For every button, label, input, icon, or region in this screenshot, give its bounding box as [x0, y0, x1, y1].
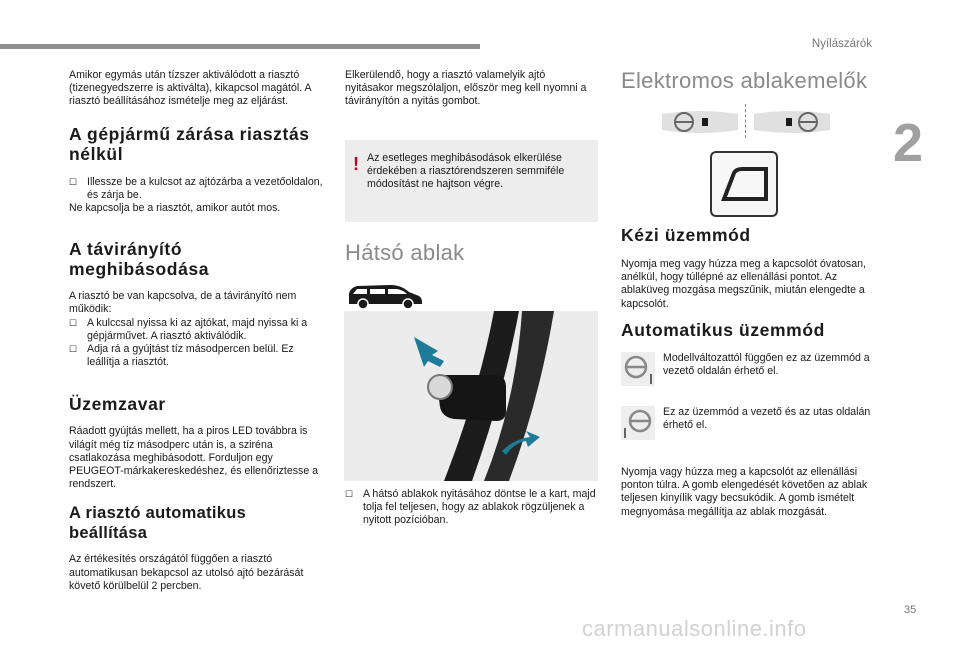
chapter-number: 2: [893, 113, 924, 173]
malfunction-text: Ráadott gyújtás mellett, ha a piros LED továbbra is világít még tíz másodperc után is, a sziréna csatlakozása meghibásodott. Forduljon egy PEUGEOT-márkakereskedéshez, és ellenőriztesse a rendszert.: [69, 425, 319, 491]
warning-icon: !: [353, 154, 359, 174]
auto-item-1: [663, 352, 878, 378]
heading-lock-without-alarm: A gépjármű zárása riasztás nélkül: [69, 123, 310, 164]
steering-wheel-icon: [621, 406, 655, 440]
van-silhouette-icon: [345, 282, 425, 310]
warning-text: Az esetleges meghibásodások elkerülése érdekében a riasztórendszeren semmiféle módosítást ne hajtson végre.: [367, 152, 565, 191]
steering-wheel-icon: [621, 352, 655, 386]
heading-electric-windows: Elektromos ablakemelők: [621, 68, 868, 93]
heading-auto-arming: A riasztó automatikus beállítása: [69, 504, 247, 543]
manual-mode-text: Nyomja meg vagy húzza meg a kapcsolót óvatosan, anélkül, hogy túllépné az ellenállási pontot. Az ablaküveg mozgása megszűnik, miután elengedte a kapcsolót.: [621, 258, 866, 310]
auto-arming-text: Az értékesítés országától függően a riasztó automatikusan bekapcsol az utolsó ajtó bezárását követő körülbelül 2 percben.: [69, 553, 304, 592]
window-switch-icon: [752, 108, 832, 136]
auto-item-2-text: Ez az üzemmód a vezető és az utas oldalán érhető el.: [663, 406, 871, 432]
watermark: carmanualsonline.info: [582, 616, 807, 641]
alarm-intro-text: Amikor egymás után tízszer aktiválódott a riasztó (tizenegyedszerre is aktiválta), kikapcsol magától. A riasztó beállításához ismételje meg az eljárást.: [69, 69, 312, 108]
rear-window-bullets: [345, 488, 597, 528]
auto-item-1-text: Modellváltozattól függően ez az üzemmód a vezető oldalán érhető el.: [663, 352, 870, 378]
auto-mode-block: [621, 466, 876, 519]
heading-auto-mode: Automatikus üzemmód: [621, 320, 825, 340]
remote-failure-text: A riasztó be van kapcsolva, de a távirányító nem működik:: [69, 290, 297, 316]
manual-mode-block: [621, 258, 876, 311]
window-switch-button-icon: [710, 151, 778, 217]
auto-mode-text: Nyomja vagy húzza meg a kapcsolót az ellenállási ponton túlra. A gomb elengedését követően az ablak teljesen kinyílik vagy becsukódik. A gomb ismételt megnyomása megállítja az ablak mozgását.: [621, 466, 868, 518]
column-1: [69, 69, 324, 593]
heading-malfunction: Üzemzavar: [69, 394, 166, 415]
bullet-remote-2: ☐ Adja rá a gyújtást tíz másodpercen belül. Ez leállítja a riasztót.: [69, 343, 324, 369]
window-switch-icon: [660, 108, 740, 136]
column2-intro: Elkerülendő, hogy a riasztó valamelyik ajtó nyitásakor megszólaljon, először meg kell nyomni a távirányítón a nyitás gombot.: [345, 69, 587, 108]
auto-item-2: [663, 406, 878, 432]
divider: [745, 104, 747, 138]
rear-window-latch-illustration: [344, 311, 598, 481]
bullet-remote-1: ☐ A kulccsal nyissa ki az ajtókat, majd nyissa ki a gépjárművet. A riasztó aktiválódik.: [69, 317, 324, 343]
heading-manual-mode: Kézi üzemmód: [621, 225, 751, 245]
bullet-rear-window: ☐ A hátsó ablakok nyitásához döntse le a kart, majd tolja fel teljesen, hogy az ablakok rögzüljenek a nyitott pozícióban.: [345, 488, 597, 528]
section-label: Nyílászárók: [811, 38, 872, 50]
top-rule: [0, 44, 480, 49]
page-number: 35: [904, 604, 917, 616]
column-2: [345, 69, 595, 109]
heading-remote-failure: A távirányító meghibásodása: [69, 239, 210, 280]
no-arm-text: Ne kapcsolja be a riasztót, amikor autót mos.: [69, 202, 281, 215]
heading-rear-window: Hátsó ablak: [345, 240, 465, 265]
warning-box: [345, 140, 598, 222]
bullet-no-arm: ☐ Illessze be a kulcsot az ajtózárba a vezetőoldalon, és zárja be.: [69, 176, 324, 202]
